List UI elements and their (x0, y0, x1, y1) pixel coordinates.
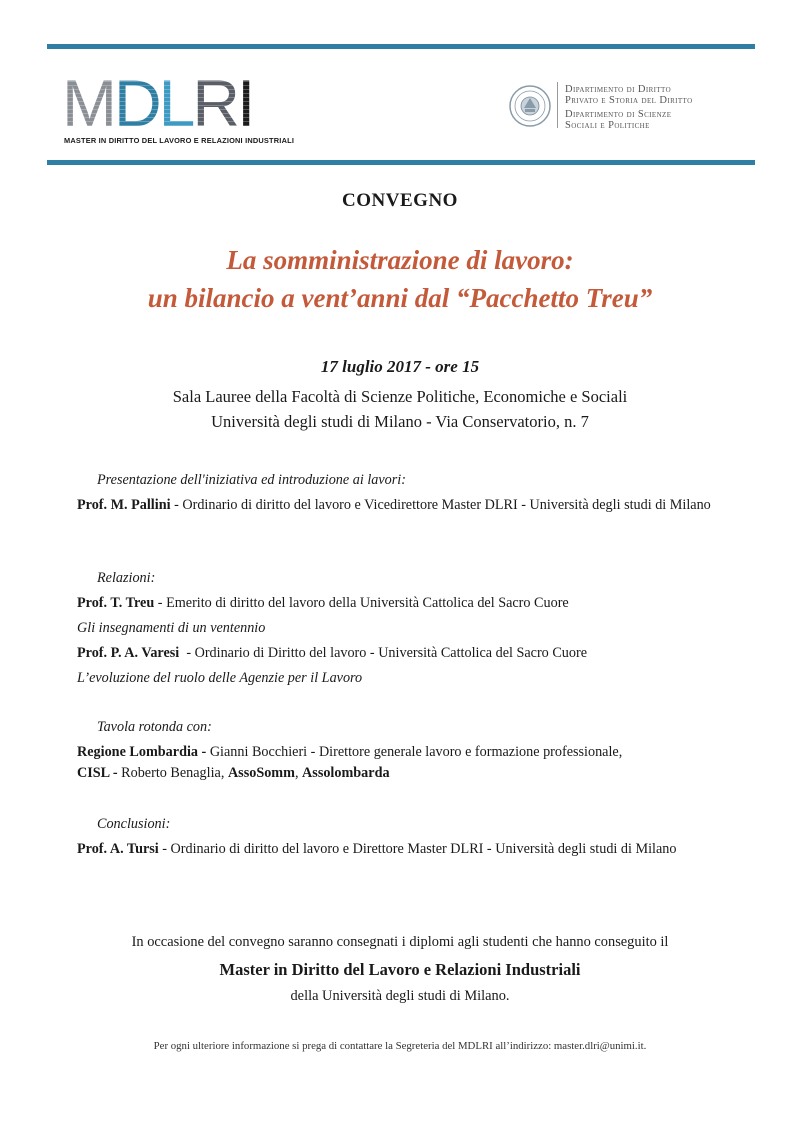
org-name: AssoSomm (227, 765, 295, 781)
logo-subtitle: MASTER IN DIRITTO DEL LAVORO E RELAZIONI INDUSTRIALI (64, 136, 295, 145)
speaker-role: - Ordinario di diritto del lavoro e Vicedirettore Master DLRI - Università degli studi di Milano (170, 497, 711, 513)
diploma-notice: In occasione del convegno saranno consegnati i diplomi agli studenti che hanno conseguito il (131, 934, 669, 950)
department-line: Dipartimento di Diritto (565, 84, 672, 95)
logo-letter-d: D (113, 66, 159, 140)
section-heading: Relazioni: (97, 570, 156, 586)
logo-letter-i: I (237, 66, 253, 140)
header-bottom-rule (47, 160, 755, 165)
department-line: Sociali e Politiche (565, 120, 650, 131)
event-title-line: La somministrazione di lavoro: (226, 245, 574, 275)
event-title (0, 241, 800, 317)
event-title-line: un bilancio a vent’anni dal “Pacchetto Treu” (147, 283, 653, 313)
speaker-role: - Ordinario di Diritto del lavoro - Università Cattolica del Sacro Cuore (179, 645, 587, 661)
speaker-name: Prof. M. Pallini (77, 497, 171, 513)
speaker-role: - Emerito di diritto del lavoro della Università Cattolica del Sacro Cuore (154, 595, 569, 611)
speaker-entry (77, 495, 753, 516)
speaker-role: - Ordinario di diritto del lavoro e Direttore Master DLRI - Università degli studi di Milano (158, 841, 677, 857)
contact-info: Per ogni ulteriore informazione si prega di contattare la Segreteria del MDLRI all’indirizzo: master.dlri@unimi.it. (153, 1040, 647, 1052)
logo-letter-m: M (62, 66, 114, 140)
master-name: Master in Diritto del Lavoro e Relazioni Industriali (219, 960, 581, 979)
university-line: della Università degli studi di Milano. (290, 988, 510, 1004)
event-label: CONVEGNO (342, 190, 458, 211)
mdlri-logo (62, 66, 302, 152)
section-heading: Tavola rotonda con: (97, 719, 212, 735)
section-heading: Conclusioni: (97, 816, 171, 832)
org-name: CISL - (77, 765, 118, 781)
speaker-entry (77, 839, 753, 860)
org-description: Roberto Benaglia, (117, 765, 228, 781)
event-date: 17 luglio 2017 - ore 15 (320, 357, 480, 376)
department-divider (557, 82, 558, 128)
event-venue (0, 384, 800, 434)
department-block (565, 84, 693, 131)
logo-stripes (64, 78, 292, 130)
speaker-name: Prof. P. A. Varesi (77, 645, 180, 661)
logo-letter-r: R (192, 66, 238, 140)
org-name: Assolombarda (302, 765, 390, 781)
talk-topic: Gli insegnamenti di un ventennio (77, 620, 266, 636)
speaker-entry (77, 643, 753, 664)
speaker-name: Prof. A. Tursi (77, 841, 159, 857)
roundtable-participants (77, 742, 753, 784)
top-rule (47, 44, 755, 49)
section-reports (77, 568, 753, 693)
talk-topic: L’evoluzione del ruolo delle Agenzie per il Lavoro (77, 670, 363, 686)
department-line: Dipartimento di Scienze (565, 109, 672, 120)
section-heading: Presentazione dell'iniziativa ed introduzione ai lavori: (97, 472, 406, 488)
speaker-name: Prof. T. Treu (77, 595, 155, 611)
speaker-entry (77, 593, 753, 614)
section-roundtable (77, 717, 753, 784)
org-separator: , (294, 765, 303, 781)
org-description: Gianni Bocchieri - Direttore generale lavoro e formazione professionale, (206, 744, 623, 760)
section-intro (77, 470, 753, 520)
venue-line: Sala Lauree della Facoltà di Scienze Politiche, Economiche e Sociali (172, 387, 628, 406)
logo-letter-l: L (158, 66, 193, 140)
department-line: Privato e Storia del Diritto (565, 95, 693, 106)
university-seal-icon (508, 84, 552, 128)
venue-line: Università degli studi di Milano - Via Conservatorio, n. 7 (211, 412, 589, 431)
org-name: Regione Lombardia - (77, 744, 207, 760)
section-conclusions (77, 814, 753, 864)
